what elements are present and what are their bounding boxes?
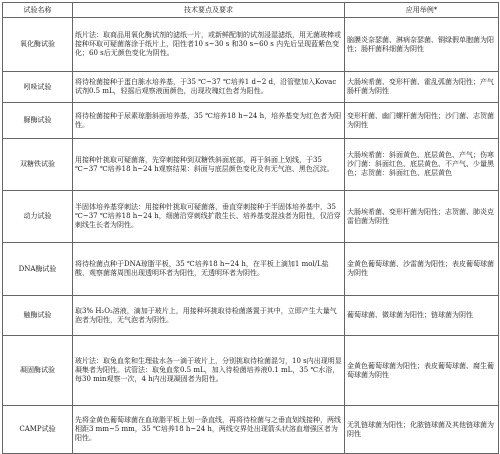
header-example: 应用举例* xyxy=(345,3,499,18)
table-row xyxy=(3,406,499,454)
table-row xyxy=(3,18,499,72)
method-cell: 半固体培养基穿刺法：用接种针挑取可疑菌落，垂直穿刺接种于半固体培养基中，35 ℃~37 ℃培养18 h~24 h，细菌沿穿刺线扩散生长、培养基变混浊者为阳性，仅沿穿刺线生长者为阴性。 xyxy=(73,191,345,243)
table-row xyxy=(3,103,499,139)
test-name-cell: DNA酶试验 xyxy=(3,243,73,296)
example-cell: 金黄色葡萄球菌、沙雷菌为阳性；表皮葡萄球菌为阴性 xyxy=(345,243,499,296)
method-cell: 将待检菌接种于蛋白胨水培养基，于35 ℃~37 ℃培养1 d~2 d，沿管壁加入Kovac试剂0.5 mL，轻摇后观察液面颜色，出现玫瑰红色者为阳性。 xyxy=(73,72,345,103)
test-name-cell: 氧化酶试验 xyxy=(3,18,73,72)
header-method: 技术要点及要求 xyxy=(73,3,345,18)
test-name-cell: 吲哚试验 xyxy=(3,72,73,103)
example-cell: 大肠埃希菌：斜面黄色、底层黄色、产气；伤寒沙门菌：斜面红色、底层黄色、不产气、少量黑色；志贺菌：斜面红色、底层黄色 xyxy=(345,139,499,191)
example-cell: 脑膜炎奈瑟菌、淋病奈瑟菌、铜绿假单胞菌为阳性；肠杆菌科细菌为阴性 xyxy=(345,18,499,72)
table-row xyxy=(3,336,499,406)
table-row xyxy=(3,72,499,103)
method-cell: 纸片法：取商品用氧化酶试剂的滤纸一片，或新鲜配制的试剂浸湿滤纸，用无菌玻棒或接种环取可疑菌落涂于纸片上，阳性者10 s~30 s 和30 s~60 s 内先后呈现蓝紫色变化；60 s后无颜色变化为阴性。 xyxy=(73,18,345,72)
table-row xyxy=(3,296,499,336)
test-name-cell: 凝固酶试验 xyxy=(3,336,73,406)
example-cell: 大肠埃希菌、变形杆菌为阳性；志贺菌、肺炎克雷伯菌为阴性 xyxy=(345,191,499,243)
test-name-cell: 触酶试验 xyxy=(3,296,73,336)
test-name-cell: 双糖铁试验 xyxy=(3,139,73,191)
table-row xyxy=(3,191,499,243)
example-cell: 金黄色葡萄球菌为阳性；表皮葡萄球菌、腐生葡萄球菌为阴性 xyxy=(345,336,499,406)
example-cell: 葡萄球菌、微球菌为阳性；链球菌为阴性 xyxy=(345,296,499,336)
example-cell: 大肠埃希菌、变形杆菌、霍乱弧菌为阳性；产气肠杆菌为阴性 xyxy=(345,72,499,103)
test-name-cell: CAMP试验 xyxy=(3,406,73,454)
method-cell: 玻片法：取兔血浆和生理盐水各一滴于玻片上，分别挑取待检菌混匀，10 s内出现明显凝集者为阳性。试管法：取兔血浆0.5 mL，加入待检菌培养液0.1 mL，35 ℃水浴，每30 min观察一次，4 h内出现凝固者为阳性。 xyxy=(73,336,345,406)
method-cell: 将待检菌点种于DNA琼脂平板，35 ℃培养18 h~24 h，在平板上滴加1 mol/L盐酸，观察菌落周围出现透明环者为阳性，无透明环者为阴性。 xyxy=(73,243,345,296)
test-methods-table xyxy=(2,2,499,454)
method-cell: 用接种针挑取可疑菌落，先穿刺接种到双糖铁斜面底部，再于斜面上划线，于35 ℃~37 ℃培养18 h~24 h观察结果：斜面与底层颜色变化及有无气泡、黑色沉淀。 xyxy=(73,139,345,191)
method-cell: 将待检菌接种于尿素琼脂斜面培养基，35 ℃培养18 h~24 h，培养基变为红色者为阳性。 xyxy=(73,103,345,139)
method-cell: 先将金黄色葡萄球菌在血琼脂平板上划一条直线，再将待检菌与之垂直划线接种，两线相距3 mm~5 mm，35 ℃培养18 h~24 h，两线交界处出现箭头状溶血增强区者为阳性。 xyxy=(73,406,345,454)
header-test-name: 试验名称 xyxy=(3,3,73,18)
table-row xyxy=(3,139,499,191)
table-header-row xyxy=(3,3,499,18)
test-name-cell: 脲酶试验 xyxy=(3,103,73,139)
method-cell: 取3% H₂O₂溶液，滴加于玻片上，用接种环挑取待检菌落置于其中，立即产生大量气泡者为阳性，无气泡者为阴性。 xyxy=(73,296,345,336)
example-cell: 变形杆菌、幽门螺杆菌为阳性；沙门菌、志贺菌为阴性 xyxy=(345,103,499,139)
test-name-cell: 动力试验 xyxy=(3,191,73,243)
table-row xyxy=(3,243,499,296)
example-cell: 无乳链球菌为阳性；化脓链球菌及其他链球菌为阴性 xyxy=(345,406,499,454)
